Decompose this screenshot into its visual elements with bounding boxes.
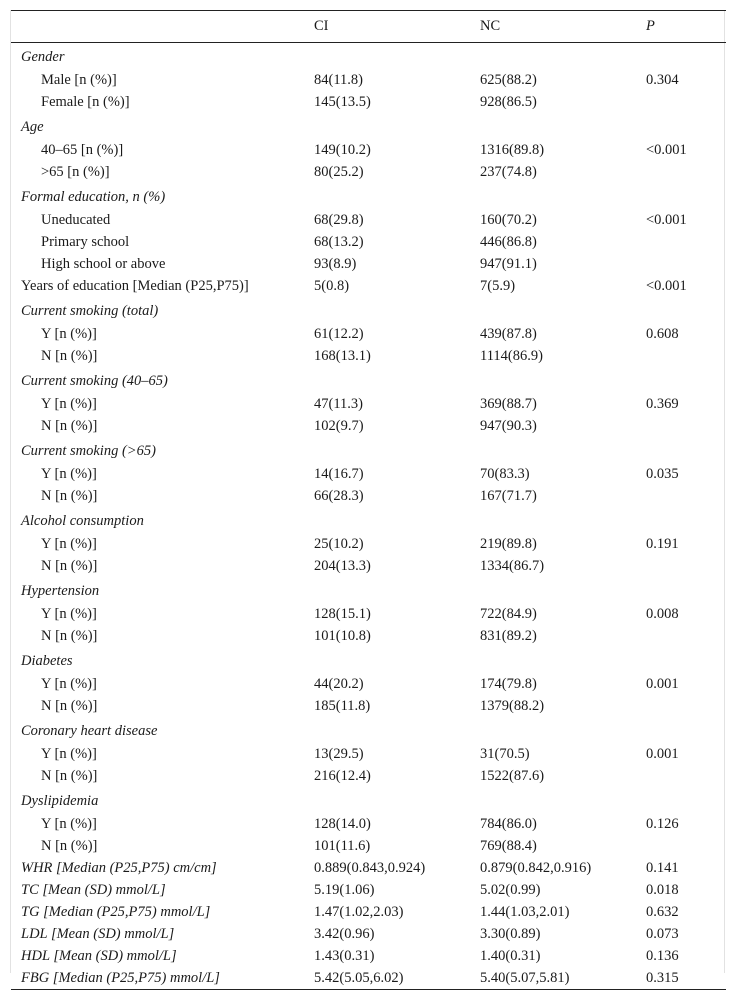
nc-value: 5.40(5.07,5.81) <box>480 967 646 990</box>
empty-cell <box>480 437 646 463</box>
ci-value: 47(11.3) <box>314 396 363 412</box>
ci-value: 0.889(0.843,0.924) <box>314 860 426 876</box>
header-row <box>11 11 726 43</box>
empty-cell <box>314 113 480 139</box>
empty-cell <box>314 787 480 813</box>
empty-cell <box>314 367 480 393</box>
ci-value: 101(10.8) <box>314 628 371 644</box>
ci-value: 25(10.2) <box>314 536 364 552</box>
p-value <box>646 231 726 253</box>
ci-value: 68(29.8) <box>314 212 364 228</box>
row-label: >65 [n (%)] <box>41 164 110 180</box>
nc-value: 369(88.7) <box>480 396 537 412</box>
ci-value: 204(13.3) <box>314 558 371 574</box>
empty-cell <box>646 647 726 673</box>
section-label: Alcohol consumption <box>21 513 144 529</box>
table-row <box>11 813 726 835</box>
table-body <box>11 43 726 990</box>
section-header-row <box>11 647 726 673</box>
nc-value: 237(74.8) <box>480 164 537 180</box>
row-label: Y [n (%)] <box>41 606 97 622</box>
ci-value: 1.47(1.02,2.03) <box>314 904 404 920</box>
nc-value: 947(91.1) <box>480 256 537 272</box>
ci-value: 216(12.4) <box>314 768 371 784</box>
nc-value: 1.44(1.03,2.01) <box>480 904 570 920</box>
row-label: N [n (%)] <box>41 558 98 574</box>
table-header <box>11 11 726 43</box>
p-value <box>646 625 726 647</box>
empty-cell <box>646 367 726 393</box>
p-value <box>646 91 726 113</box>
p-value: 0.035 <box>646 466 679 482</box>
nc-value: 167(71.7) <box>480 488 537 504</box>
empty-cell <box>646 717 726 743</box>
empty-cell <box>480 367 646 393</box>
table-row <box>11 603 726 625</box>
ci-value: 3.42(0.96) <box>314 926 375 942</box>
empty-cell <box>480 717 646 743</box>
table-row <box>11 695 726 717</box>
row-label: Male [n (%)] <box>41 72 117 88</box>
nc-value: 1379(88.2) <box>480 698 545 714</box>
section-label: Current smoking (total) <box>21 303 159 319</box>
empty-cell <box>314 717 480 743</box>
nc-value: 219(89.8) <box>480 536 537 552</box>
section-label: Diabetes <box>21 653 73 669</box>
empty-cell <box>480 577 646 603</box>
empty-cell <box>480 647 646 673</box>
table-row <box>11 231 726 253</box>
ci-value: 93(8.9) <box>314 256 357 272</box>
ci-value: 14(16.7) <box>314 466 364 482</box>
section-label: Gender <box>21 49 65 65</box>
ci-value: 44(20.2) <box>314 676 364 692</box>
nc-value: 831(89.2) <box>480 628 537 644</box>
ci-value: 80(25.2) <box>314 164 364 180</box>
table-row <box>11 901 726 923</box>
row-label: Uneducated <box>41 212 111 228</box>
table-row <box>11 673 726 695</box>
p-value <box>646 555 726 577</box>
nc-value: 1334(86.7) <box>480 558 545 574</box>
p-value: 0.191 <box>646 536 679 552</box>
header-nc: NC <box>480 18 501 34</box>
section-header-row <box>11 717 726 743</box>
p-value: <0.001 <box>646 278 687 294</box>
table-row <box>11 139 726 161</box>
section-label: Current smoking (>65) <box>21 443 156 459</box>
row-label: Y [n (%)] <box>41 676 97 692</box>
table-row <box>11 765 726 787</box>
section-label: Coronary heart disease <box>21 723 158 739</box>
table-row <box>11 463 726 485</box>
section-header-row <box>11 577 726 603</box>
row-label: FBG [Median (P25,P75) mmol/L] <box>11 967 314 990</box>
header-variable <box>11 11 314 43</box>
data-table <box>11 10 726 990</box>
nc-value: 1114(86.9) <box>480 348 543 364</box>
nc-value: 174(79.8) <box>480 676 537 692</box>
section-header-row <box>11 183 726 209</box>
row-label: LDL [Mean (SD) mmol/L] <box>21 926 175 942</box>
row-label: Y [n (%)] <box>41 466 97 482</box>
header-p: P <box>646 18 655 34</box>
row-label: Years of education [Median (P25,P75)] <box>21 278 249 294</box>
nc-value: 769(88.4) <box>480 838 537 854</box>
ci-value: 1.43(0.31) <box>314 948 375 964</box>
empty-cell <box>314 183 480 209</box>
header-ci: CI <box>314 18 329 34</box>
section-header-row <box>11 43 726 70</box>
table-row <box>11 835 726 857</box>
table-row <box>11 415 726 437</box>
nc-value: 7(5.9) <box>480 278 516 294</box>
table-row <box>11 945 726 967</box>
section-header-row <box>11 507 726 533</box>
p-value: <0.001 <box>646 142 687 158</box>
table-row <box>11 555 726 577</box>
empty-cell <box>646 183 726 209</box>
ci-value: 5.42(5.05,6.02) <box>314 967 480 990</box>
table-row <box>11 533 726 555</box>
ci-value: 102(9.7) <box>314 418 364 434</box>
p-value: 0.001 <box>646 676 679 692</box>
p-value: 0.136 <box>646 948 679 964</box>
nc-value: 1522(87.6) <box>480 768 545 784</box>
section-header-row <box>11 437 726 463</box>
nc-value: 439(87.8) <box>480 326 537 342</box>
empty-cell <box>646 113 726 139</box>
row-label: Y [n (%)] <box>41 396 97 412</box>
table-row <box>11 857 726 879</box>
empty-cell <box>480 183 646 209</box>
row-label: HDL [Mean (SD) mmol/L] <box>21 948 177 964</box>
table-row <box>11 345 726 367</box>
section-label: Hypertension <box>21 583 100 599</box>
row-label: Y [n (%)] <box>41 326 97 342</box>
empty-cell <box>480 507 646 533</box>
table-row <box>11 923 726 945</box>
row-label: Primary school <box>41 234 130 250</box>
section-header-row <box>11 787 726 813</box>
row-label: WHR [Median (P25,P75) cm/cm] <box>21 860 217 876</box>
empty-cell <box>480 787 646 813</box>
row-label: N [n (%)] <box>41 698 98 714</box>
row-label: High school or above <box>41 256 166 272</box>
row-label: Y [n (%)] <box>41 746 97 762</box>
nc-value: 1316(89.8) <box>480 142 545 158</box>
p-value: 0.126 <box>646 816 679 832</box>
nc-value: 5.02(0.99) <box>480 882 541 898</box>
ci-value: 13(29.5) <box>314 746 364 762</box>
section-header-row <box>11 113 726 139</box>
nc-value: 160(70.2) <box>480 212 537 228</box>
empty-cell <box>314 507 480 533</box>
ci-value: 128(15.1) <box>314 606 371 622</box>
data-table-container <box>10 10 725 986</box>
p-value <box>646 253 726 275</box>
ci-value: 185(11.8) <box>314 698 371 714</box>
table-row <box>11 625 726 647</box>
table-row <box>11 275 726 297</box>
empty-cell <box>646 507 726 533</box>
ci-value: 5(0.8) <box>314 278 350 294</box>
ci-value: 128(14.0) <box>314 816 371 832</box>
table-row <box>11 161 726 183</box>
empty-cell <box>314 647 480 673</box>
ci-value: 84(11.8) <box>314 72 363 88</box>
table-row <box>11 743 726 765</box>
nc-value: 722(84.9) <box>480 606 537 622</box>
p-value: 0.018 <box>646 882 679 898</box>
p-value: <0.001 <box>646 212 687 228</box>
nc-value: 947(90.3) <box>480 418 537 434</box>
ci-value: 145(13.5) <box>314 94 371 110</box>
nc-value: 0.879(0.842,0.916) <box>480 860 592 876</box>
empty-cell <box>314 43 480 70</box>
row-label: 40–65 [n (%)] <box>41 142 124 158</box>
empty-cell <box>480 297 646 323</box>
section-label: Current smoking (40–65) <box>21 373 168 389</box>
nc-value: 31(70.5) <box>480 746 530 762</box>
p-value: 0.073 <box>646 926 679 942</box>
ci-value: 149(10.2) <box>314 142 371 158</box>
row-label: N [n (%)] <box>41 838 98 854</box>
table-row <box>11 69 726 91</box>
row-label: N [n (%)] <box>41 418 98 434</box>
row-label: N [n (%)] <box>41 768 98 784</box>
row-label: N [n (%)] <box>41 628 98 644</box>
table-row <box>11 323 726 345</box>
ci-value: 61(12.2) <box>314 326 364 342</box>
nc-value: 70(83.3) <box>480 466 530 482</box>
table-row <box>11 91 726 113</box>
nc-value: 784(86.0) <box>480 816 537 832</box>
empty-cell <box>646 297 726 323</box>
ci-value: 68(13.2) <box>314 234 364 250</box>
empty-cell <box>646 787 726 813</box>
p-value <box>646 345 726 367</box>
table-row <box>11 209 726 231</box>
section-label: Age <box>21 119 44 135</box>
empty-cell <box>314 297 480 323</box>
row-label: Y [n (%)] <box>41 536 97 552</box>
row-label: N [n (%)] <box>41 488 98 504</box>
nc-value: 3.30(0.89) <box>480 926 541 942</box>
p-value <box>646 161 726 183</box>
empty-cell <box>314 437 480 463</box>
section-header-row <box>11 367 726 393</box>
row-label: TG [Median (P25,P75) mmol/L] <box>21 904 211 920</box>
empty-cell <box>314 577 480 603</box>
empty-cell <box>480 43 646 70</box>
ci-value: 5.19(1.06) <box>314 882 375 898</box>
empty-cell <box>646 43 726 70</box>
table-row <box>11 393 726 415</box>
row-label: N [n (%)] <box>41 348 98 364</box>
p-value: 0.304 <box>646 72 679 88</box>
row-label: Female [n (%)] <box>41 94 130 110</box>
nc-value: 928(86.5) <box>480 94 537 110</box>
p-value: 0.315 <box>646 967 726 990</box>
empty-cell <box>646 577 726 603</box>
nc-value: 1.40(0.31) <box>480 948 541 964</box>
p-value: 0.001 <box>646 746 679 762</box>
p-value <box>646 765 726 787</box>
section-header-row <box>11 297 726 323</box>
p-value: 0.369 <box>646 396 679 412</box>
p-value: 0.008 <box>646 606 679 622</box>
empty-cell <box>646 437 726 463</box>
table-row <box>11 967 726 990</box>
p-value <box>646 415 726 437</box>
empty-cell <box>480 113 646 139</box>
nc-value: 446(86.8) <box>480 234 537 250</box>
table-row <box>11 485 726 507</box>
section-label: Formal education, n (%) <box>21 189 166 205</box>
p-value <box>646 695 726 717</box>
nc-value: 625(88.2) <box>480 72 537 88</box>
p-value: 0.632 <box>646 904 679 920</box>
table-row <box>11 879 726 901</box>
section-label: Dyslipidemia <box>21 793 99 809</box>
p-value: 0.608 <box>646 326 679 342</box>
ci-value: 101(11.6) <box>314 838 371 854</box>
row-label: TC [Mean (SD) mmol/L] <box>21 882 166 898</box>
ci-value: 66(28.3) <box>314 488 364 504</box>
p-value: 0.141 <box>646 860 679 876</box>
ci-value: 168(13.1) <box>314 348 371 364</box>
p-value <box>646 485 726 507</box>
row-label: Y [n (%)] <box>41 816 97 832</box>
p-value <box>646 835 726 857</box>
table-row <box>11 253 726 275</box>
